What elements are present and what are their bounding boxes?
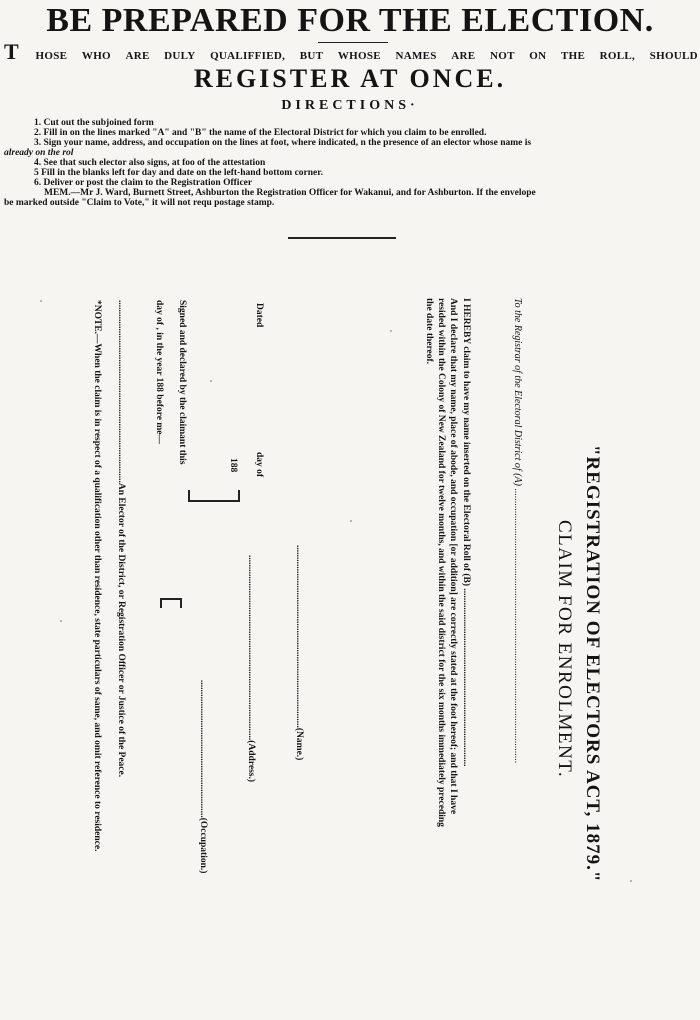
to-registrar-line: To the Registrar of the Electoral District of (A) ..............................................................................................................	[512, 298, 523, 764]
claim-line: And I declare that my name, place of abode, and occupation [or addition] are correctly stated at the foot hereof; and that I have	[448, 298, 458, 815]
subline-word: NAMES	[395, 50, 437, 62]
subline-word: HOSE	[35, 50, 68, 62]
paper-speck	[390, 330, 392, 332]
subline-word: THE	[560, 50, 586, 62]
direction-item: 3. Sign your name, address, and occupation on the lines at foot, where indicated, n the presence of an elector whose name is	[34, 138, 532, 148]
direction-item: 5 Fill in the blanks left for day and date on the left-hand bottom corner.	[34, 168, 323, 178]
claim-line: I HEREBY claim to have my name inserted on the Electoral Roll of (B) ...........................................................................	[461, 298, 471, 767]
direction-item: be marked outside "Claim to Vote," it will not requ postage stamp.	[4, 198, 275, 208]
subline-word: ROLL,	[599, 50, 636, 62]
day-of-label: day of	[254, 452, 264, 478]
direction-item: 1. Cut out the subjoined form	[34, 118, 154, 128]
subline-word: ARE	[125, 50, 150, 62]
dated-label: Dated	[254, 303, 264, 328]
paper-speck	[350, 520, 352, 522]
direction-item: already on the rol	[4, 148, 74, 158]
claim-title: CLAIM FOR ENROLMENT.	[554, 520, 575, 779]
subline-word: DULY	[164, 50, 196, 62]
subline-word: WHOSE	[337, 50, 381, 62]
subline-word: NOT	[489, 50, 515, 62]
claim-line: the date thereof.	[424, 298, 434, 365]
subline-word: SHOULD	[649, 50, 698, 62]
direction-item: MEM.—Mr J. Ward, Burnett Street, Ashburton the Registration Officer for Wakanui, and for Ashburton. If the envelope	[44, 188, 536, 198]
signed-line: Signed and declared by the claimant this	[177, 300, 187, 465]
paper-speck	[60, 620, 62, 622]
date-brace	[188, 490, 240, 502]
witness-line: .............................................................................An Elector of the District, or Registration Officer or Justice of the Peace.	[116, 300, 126, 778]
signed-line: day of , in the year 188 before me—	[154, 300, 164, 444]
directions-title: DIRECTIONS·	[281, 98, 419, 113]
name-line: .............................................................................(Name.)	[294, 545, 304, 761]
register-heading: REGISTER AT ONCE.	[193, 64, 507, 93]
paper-speck	[40, 300, 42, 302]
subline-word: BUT	[299, 50, 324, 62]
claim-line: resided within the Colony of New Zealand for twelve months, and within the said district for the six months immediately preceding	[436, 298, 446, 827]
headline: BE PREPARED FOR THE ELECTION.	[46, 2, 654, 39]
act-title: "REGISTRATION OF ELECTORS ACT, 1879."	[582, 445, 603, 883]
paper-speck	[630, 880, 632, 882]
subline-first-letter: T	[4, 39, 19, 64]
subline-word: ARE	[451, 50, 476, 62]
signature-brace	[160, 598, 182, 608]
direction-item: 6. Deliver or post the claim to the Registration Officer	[34, 178, 253, 188]
occupation-line: ..........................................................(Occupation.)	[198, 680, 208, 874]
subline-word: WHO	[81, 50, 111, 62]
divider-rule	[288, 237, 396, 239]
address-line: ..............................................................................(Address.)	[246, 555, 256, 783]
subline-word: ON	[529, 50, 547, 62]
short-rule	[318, 42, 388, 43]
note-line: *NOTE.—When the claim is in respect of a qualification other than residence, state particulars of same, and omit reference to residence.	[92, 300, 102, 852]
direction-item: 4. See that such elector also signs, at foo of the attestation	[34, 158, 266, 168]
paper-speck	[210, 380, 212, 382]
subline-word: QUALIFFIED,	[210, 50, 286, 62]
year-label: 188	[228, 458, 238, 473]
direction-item: 2. Fill in on the lines marked "A" and "B" the name of the Electoral District for which you claim to be enrolled.	[34, 128, 487, 138]
subline	[4, 39, 698, 64]
directions-list	[4, 118, 700, 208]
